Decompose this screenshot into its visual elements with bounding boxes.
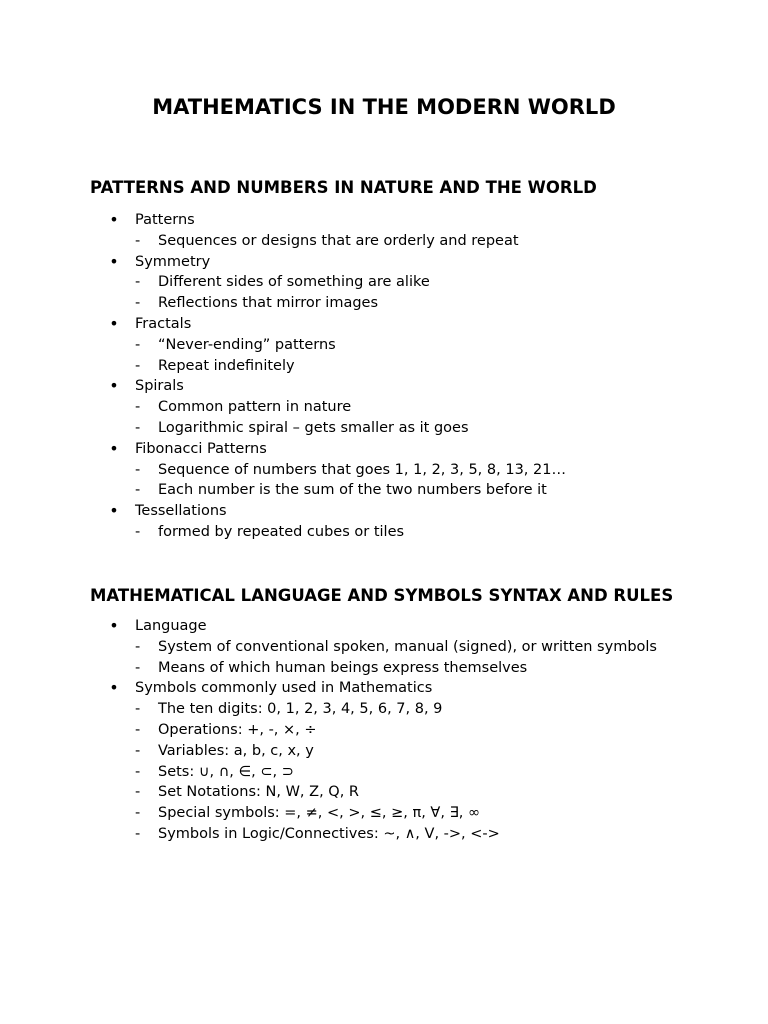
sub-list-item bbox=[90, 356, 690, 377]
sub-list-item-text: Different sides of something are alike bbox=[158, 274, 430, 291]
dash-marker: - bbox=[135, 742, 141, 759]
bullet-marker: • bbox=[109, 438, 119, 458]
sub-list-item-text: The ten digits: 0, 1, 2, 3, 4, 5, 6, 7, 8, 9 bbox=[158, 701, 443, 718]
sub-list bbox=[90, 460, 690, 502]
sub-list-item bbox=[90, 293, 690, 314]
document-title: MATHEMATICS IN THE MODERN WORLD bbox=[152, 95, 616, 119]
sub-list-item-text: Sequence of numbers that goes 1, 1, 2, 3, 5, 8, 13, 21… bbox=[158, 461, 566, 478]
section-heading: MATHEMATICAL LANGUAGE AND SYMBOLS SYNTAX AND RULES bbox=[90, 586, 674, 605]
sub-list-item bbox=[90, 418, 690, 439]
list-item bbox=[90, 252, 690, 314]
list-item bbox=[90, 439, 690, 501]
sub-list-item-text: Common pattern in nature bbox=[158, 399, 352, 416]
sub-list-item bbox=[90, 782, 690, 803]
sub-list bbox=[90, 335, 690, 377]
bullet-marker: • bbox=[109, 210, 119, 229]
section-language-symbols bbox=[90, 583, 690, 845]
sub-list bbox=[90, 397, 690, 439]
sub-list-item-text: Sets: ∪, ∩, ∈, ⊂, ⊃ bbox=[158, 763, 294, 780]
sub-list-item-text: Symbols in Logic/Connectives: ~, ∧, V, ->, <-> bbox=[158, 825, 500, 842]
sub-list-item bbox=[90, 335, 690, 356]
bullet-marker: • bbox=[109, 616, 119, 635]
sub-list-item-text: System of conventional spoken, manual (signed), or written symbols bbox=[158, 638, 657, 655]
list-item-label: Patterns bbox=[135, 212, 195, 228]
list-item-label: Language bbox=[135, 618, 207, 634]
sub-list bbox=[90, 272, 690, 314]
sub-list-item-text: Special symbols: =, ≠, <, >, ≤, ≥, π, ∀, ∃, ∞ bbox=[158, 805, 481, 822]
list-item-label: Fibonacci Patterns bbox=[135, 440, 267, 457]
sub-list-item bbox=[90, 658, 690, 679]
sub-list-item bbox=[90, 397, 690, 418]
list-item bbox=[90, 376, 690, 438]
dash-marker: - bbox=[135, 523, 141, 540]
list-item-label: Tessellations bbox=[135, 503, 227, 520]
sub-list-item-text: Repeat indefinitely bbox=[158, 357, 295, 374]
dash-marker: - bbox=[135, 336, 141, 353]
bullet-marker: • bbox=[109, 251, 119, 271]
bullet-marker: • bbox=[109, 678, 119, 698]
list-item bbox=[90, 314, 690, 376]
bullet-marker: • bbox=[109, 313, 119, 333]
sub-list-item-text: Operations: +, -, ×, ÷ bbox=[158, 721, 317, 738]
dash-marker: - bbox=[135, 461, 141, 478]
list-item-label: Fractals bbox=[135, 315, 192, 332]
dash-marker: - bbox=[135, 763, 141, 780]
list-item bbox=[90, 501, 690, 543]
sub-list-item bbox=[90, 480, 690, 501]
dash-marker: - bbox=[135, 419, 141, 436]
sub-list bbox=[90, 522, 690, 543]
sub-list-item-text: Reflections that mirror images bbox=[158, 295, 379, 312]
sub-list-item-text: Each number is the sum of the two numbers before it bbox=[158, 482, 547, 499]
list-item bbox=[90, 678, 690, 844]
dash-marker: - bbox=[135, 701, 141, 718]
bullet-list bbox=[90, 616, 690, 845]
list-item bbox=[90, 210, 690, 252]
bullet-list bbox=[90, 210, 690, 543]
sub-list bbox=[90, 637, 690, 679]
dash-marker: - bbox=[135, 295, 141, 312]
list-item-label: Spirals bbox=[135, 378, 184, 395]
dash-marker: - bbox=[135, 399, 141, 416]
dash-marker: - bbox=[135, 721, 141, 738]
sub-list bbox=[90, 699, 690, 845]
dash-marker: - bbox=[135, 659, 141, 676]
sub-list-item bbox=[90, 803, 690, 824]
sub-list-item-text: “Never-ending” patterns bbox=[158, 336, 336, 353]
bullet-marker: • bbox=[109, 376, 119, 396]
sub-list-item-text: Logarithmic spiral – gets smaller as it goes bbox=[158, 419, 469, 436]
sub-list-item-text: formed by repeated cubes or tiles bbox=[158, 523, 405, 540]
sub-list-item bbox=[90, 824, 690, 845]
dash-marker: - bbox=[135, 825, 141, 842]
sub-list bbox=[90, 231, 690, 252]
sub-list-item-text: Sequences or designs that are orderly and repeat bbox=[158, 232, 519, 249]
sub-list-item-text: Means of which human beings express themselves bbox=[158, 659, 528, 676]
sub-list-item bbox=[90, 741, 690, 762]
sub-list-item bbox=[90, 460, 690, 481]
sub-list-item-text: Set Notations: N, W, Z, Q, R bbox=[158, 784, 360, 801]
list-item bbox=[90, 616, 690, 678]
list-item-label: Symmetry bbox=[135, 253, 211, 270]
sub-list-item bbox=[90, 231, 690, 252]
bullet-marker: • bbox=[109, 501, 119, 521]
sub-list-item bbox=[90, 272, 690, 293]
dash-marker: - bbox=[135, 274, 141, 291]
sub-list-item bbox=[90, 637, 690, 658]
dash-marker: - bbox=[135, 784, 141, 801]
section-patterns bbox=[90, 175, 690, 543]
dash-marker: - bbox=[135, 482, 141, 499]
dash-marker: - bbox=[135, 638, 141, 655]
dash-marker: - bbox=[135, 357, 141, 374]
dash-marker: - bbox=[135, 232, 141, 249]
dash-marker: - bbox=[135, 805, 141, 822]
sub-list-item-text: Variables: a, b, c, x, y bbox=[158, 742, 314, 759]
list-item-label: Symbols commonly used in Mathematics bbox=[135, 680, 433, 697]
section-heading: PATTERNS AND NUMBERS IN NATURE AND THE WORLD bbox=[90, 178, 597, 197]
sub-list-item bbox=[90, 522, 690, 543]
sub-list-item bbox=[90, 699, 690, 720]
sub-list-item bbox=[90, 762, 690, 783]
sub-list-item bbox=[90, 720, 690, 741]
